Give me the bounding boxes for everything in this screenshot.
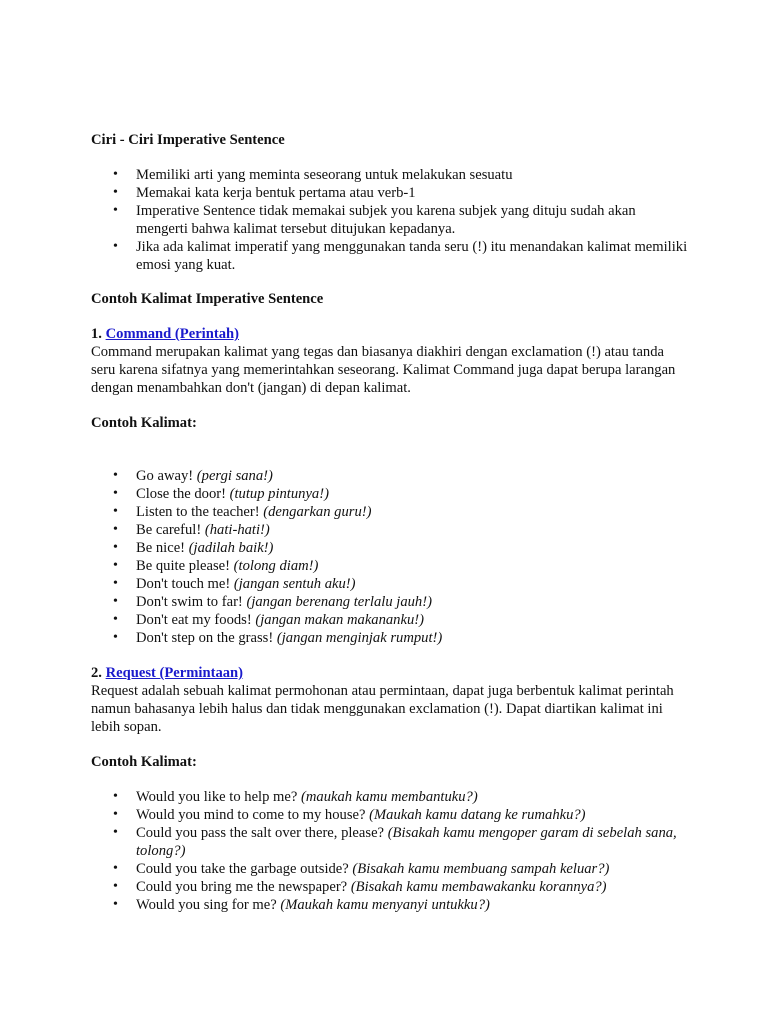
example-translation: (jadilah baik!) [188,540,274,556]
example-english: Listen to the teacher! [136,504,260,520]
example-english: Don't touch me! [136,576,231,592]
example-translation: (dengarkan guru!) [263,504,372,520]
example-translation: (Maukah kamu menyanyi untukku?) [280,897,490,913]
example-english: Be careful! [136,522,202,538]
list-item [136,521,691,539]
command-examples-heading: Contoh Kalimat: [91,415,197,431]
example-translation: (tolong diam!) [233,558,319,574]
example-english: Don't eat my foods! [136,612,252,628]
example-english: Could you pass the salt over there, please? [136,825,385,841]
list-item [136,860,691,878]
list-item [136,539,691,557]
request-title [91,664,691,682]
ciri-item: • Memakai kata kerja bentuk pertama atau verb-1 [136,184,691,202]
ciri-heading: Ciri - Ciri Imperative Sentence [91,132,285,148]
command-number: 1. [91,326,102,342]
command-examples-list [91,467,691,647]
example-translation: (jangan sentuh aku!) [233,576,356,592]
document-page [91,131,691,914]
request-link[interactable]: Request (Permintaan) [105,665,244,681]
example-translation: (tutup pintunya!) [229,486,329,502]
example-english: Could you bring me the newspaper? [136,879,348,895]
example-translation: (jangan menginjak rumput!) [276,630,443,646]
example-translation: (Bisakah kamu mengoper garam di sebelah sana, tolong?) [136,825,677,859]
list-item [136,611,691,629]
example-translation: (Maukah kamu datang ke rumahku?) [369,807,586,823]
list-item [136,467,691,485]
example-english: Would you sing for me? [136,897,277,913]
example-translation: (Bisakah kamu membawakanku korannya?) [350,879,607,895]
list-item [136,878,691,896]
command-link[interactable]: Command (Perintah) [105,326,239,342]
request-examples-list [91,788,691,914]
ciri-list [91,166,691,274]
request-description: Request adalah sebuah kalimat permohonan atau permintaan, dapat juga berbentuk kalimat perintah namun bahasanya lebih halus dan tidak menggunakan exclamation (!). Dapat diartikan kalimat ini lebih sopan. [91,683,674,735]
request-number: 2. [91,665,102,681]
ciri-item: • Imperative Sentence tidak memakai subjek you karena subjek yang dituju sudah akan mengerti bahwa kalimat tersebut ditujukan kepadanya. [136,202,691,238]
example-english: Would you mind to come to my house? [136,807,366,823]
ciri-item: • Memiliki arti yang meminta seseorang untuk melakukan sesuatu [136,166,691,184]
list-item [136,824,691,860]
example-english: Don't step on the grass! [136,630,274,646]
example-translation: (pergi sana!) [196,468,273,484]
contoh-heading: Contoh Kalimat Imperative Sentence [91,291,324,307]
request-examples-heading: Contoh Kalimat: [91,754,197,770]
list-item [136,575,691,593]
list-item [136,806,691,824]
example-english: Go away! [136,468,194,484]
example-english: Would you like to help me? [136,789,298,805]
ciri-item: • Jika ada kalimat imperatif yang menggunakan tanda seru (!) itu menandakan kalimat memiliki emosi yang kuat. [136,238,691,274]
example-english: Be nice! [136,540,186,556]
example-english: Be quite please! [136,558,231,574]
example-english: Could you take the garbage outside? [136,861,349,877]
example-english: Don't swim to far! [136,594,243,610]
list-item [136,557,691,575]
example-english: Close the door! [136,486,226,502]
list-item [136,503,691,521]
example-translation: (Bisakah kamu membuang sampah keluar?) [352,861,610,877]
example-translation: (maukah kamu membantuku?) [301,789,478,805]
example-translation: (jangan makan makananku!) [255,612,424,628]
example-translation: (jangan berenang terlalu jauh!) [246,594,432,610]
list-item [136,593,691,611]
list-item [136,788,691,806]
command-description: Command merupakan kalimat yang tegas dan biasanya diakhiri dengan exclamation (!) atau tanda seru karena sifatnya yang memerintahkan seseorang. Kalimat Command juga dapat berupa larangan dengan menambahkan don't (jangan) di depan kalimat. [91,344,676,396]
list-item [136,485,691,503]
list-item [136,629,691,647]
list-item [136,896,691,914]
command-title [91,325,691,343]
example-translation: (hati-hati!) [204,522,270,538]
